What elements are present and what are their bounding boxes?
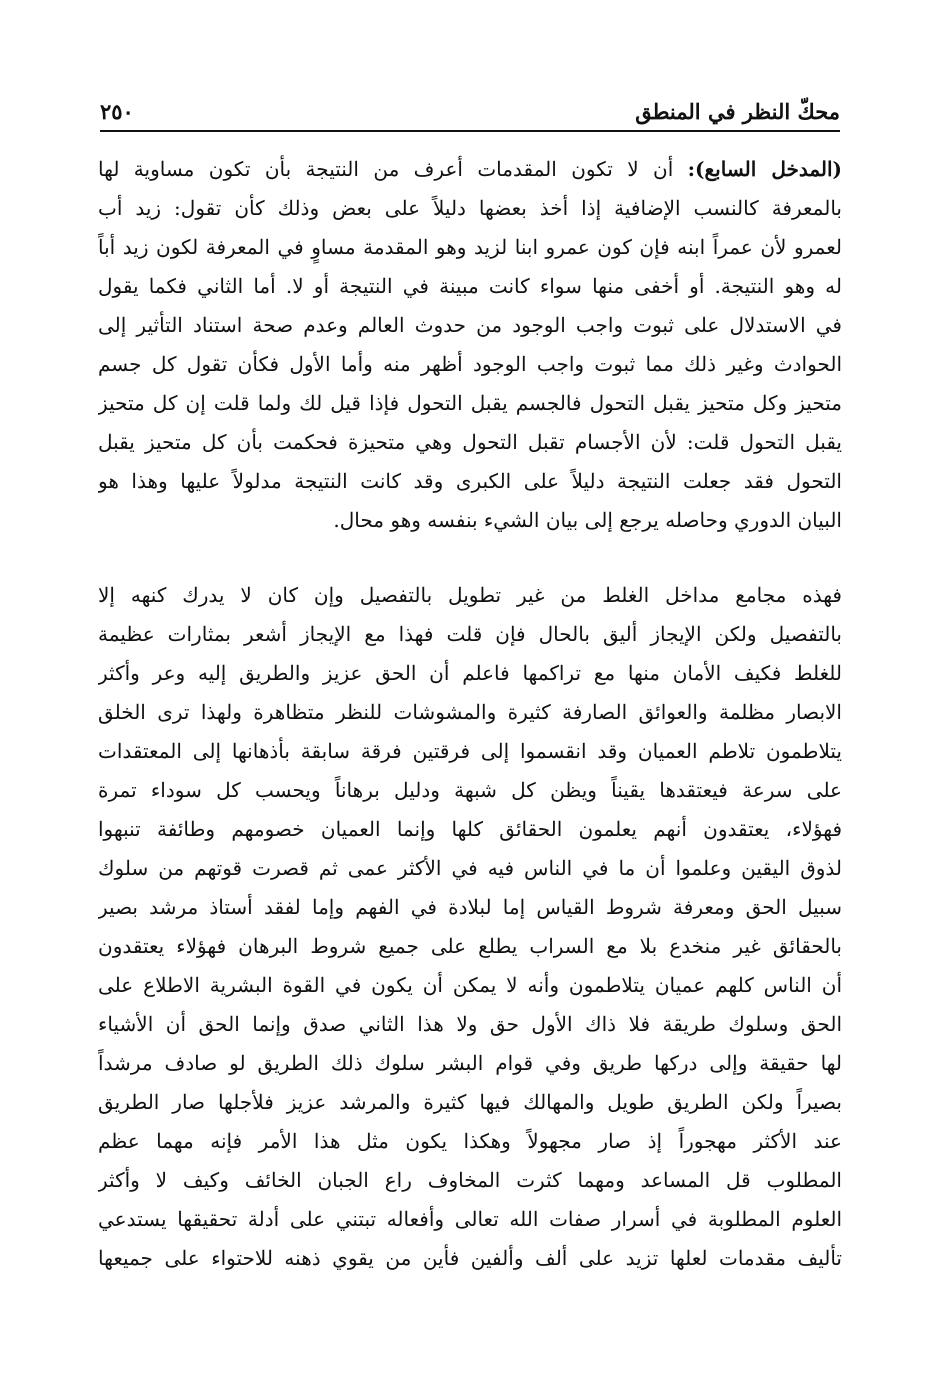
header-rule <box>100 130 840 132</box>
text-line: يتلاطمون تلاطم العميان وقد انقسموا إلى فرقتين فرقة سابقة بأذهانها إلى المعتقدات <box>98 739 842 763</box>
text-line: العلوم المطلوبة في أسرار صفات الله تعالى وأفعاله تبتني على أدلة تحقيقها يستدعي <box>98 1207 842 1231</box>
text-line: التحول فقد جعلت النتيجة دليلاً على الكبرى وقد كانت النتيجة مدلولاً عليها وهذا هو <box>98 469 842 493</box>
body-text <box>98 150 842 1278</box>
text-line: لها حقيقة وإلى دركها طريق وفي قوام البشر سلوك ذلك الطريق لو صادف مرشداً <box>98 1051 842 1075</box>
text-line: (المدخل السابع): أن لا تكون المقدمات أعرف من النتيجة بأن تكون مساوية لها <box>98 157 842 181</box>
text-line: سبيل الحق ومعرفة شروط القياس إما لبلادة في الفهم وإما لفقد أستاذ مرشد بصير <box>98 895 842 919</box>
text-line: بالحقائق غير منخدع بلا مع السراب يطلع على جميع شروط البرهان فهؤلاء يعتقدون <box>98 934 842 958</box>
text-line: فهذه مجامع مداخل الغلط من غير تطويل بالتفصيل وإن كان لا يدرك كنهه إلا <box>98 583 842 607</box>
text-line: له وهو النتيجة. أو أخفى منها سواء كانت مبينة في النتيجة أو لا. أما الثاني فكما يقول <box>98 274 842 298</box>
text-line: أن الناس كلهم عميان يتلاطمون وأنه لا يمكن أن يكون في القوة البشرية الاطلاع على <box>98 973 842 997</box>
text-line: للغلط فكيف الأمان منها مع تراكمها فاعلم أن الحق عزيز والطريق إليه وعر وأكثر <box>98 661 842 685</box>
text-line: المطلوب قل المساعد ومهما كثرت المخاوف راع الجبان الخائف وكيف لا وأكثر <box>98 1168 842 1192</box>
running-header <box>100 92 840 124</box>
text-line: على سرعة فيعتقدها يقيناً ويظن كل شبهة ودليل برهاناً ويحسب كل سوداء تمرة <box>98 778 842 802</box>
running-title: محكّ النظر في المنطق <box>635 99 840 124</box>
paragraph-seventh-entry <box>98 150 842 540</box>
page-number: ٢٥٠ <box>100 99 134 124</box>
text-line: متحيز وكل متحيز يقبل التحول فالجسم يقبل التحول فإذا قيل لك ولما قلت إن كل متحيز <box>98 391 842 415</box>
text-line: الابصار مظلمة والعوائق الصارفة كثيرة والمشوشات للنظر متظاهرة ولهذا ترى الخلق <box>98 700 842 724</box>
text-line: يقبل التحول قلت: لأن الأجسام تقبل التحول وهي متحيزة فحكمت بأن كل متحيز يقبل <box>98 430 842 454</box>
text-line: لعمرو لأن عمراً ابنه فإن كون عمرو ابنا لزيد وهو المقدمة مساوٍ في المعرفة لكون زيد أباً <box>98 235 842 259</box>
text-line: فهؤلاء، يعتقدون أنهم يعلمون الحقائق كلها وإنما العميان خصومهم وطائفة تنبهوا <box>98 817 842 841</box>
paragraph-summary <box>98 576 842 1278</box>
text-line: عند الأكثر مهجوراً إذ صار مجهولاً وهكذا يكون مثل هذا الأمر فإنه مهما عظم <box>98 1129 842 1153</box>
text-line: الحوادث وغير ذلك مما ثبوت واجب الوجود أظهر منه وأما الأول فكأن تقول كل جسم <box>98 352 842 376</box>
text-line: بالمعرفة كالنسب الإضافية إذا أخذ بعضها دليلاً على بعض وذلك كأن تقول: زيد أب <box>98 196 842 220</box>
text-line: الحق وسلوك طريقة فلا ذاك الأول حق ولا هذا الثاني صدق وإنما الحق أن الأشياء <box>98 1012 842 1036</box>
text-line: بصيراً ولكن الطريق طويل والمهالك فيها كثيرة والمرشد عزيز فلأجلها صار الطريق <box>98 1090 842 1114</box>
text-line: تأليف مقدمات لعلها تزيد على ألف وألفين فأين من يقوي ذهنه للاحتواء على جميعها <box>98 1246 842 1270</box>
text-line: لذوق اليقين وعلموا أن ما في الناس فيه في الأكثر عمى ثم قصرت قوتهم من سلوك <box>98 856 842 880</box>
paragraph-spacer <box>98 540 842 576</box>
text-line: في الاستدلال على ثبوت واجب الوجود من حدوث العالم وعدم صحة استناد التأثير إلى <box>98 313 842 337</box>
section-heading: (المدخل السابع): <box>687 157 842 181</box>
text-line: بالتفصيل ولكن الإيجاز أليق بالحال فإن قلت فهذا مع الإيجاز أشعر بمثارات عظيمة <box>98 622 842 646</box>
text-line: البيان الدوري وحاصله يرجع إلى بيان الشيء بنفسه وهو محال. <box>333 508 842 532</box>
